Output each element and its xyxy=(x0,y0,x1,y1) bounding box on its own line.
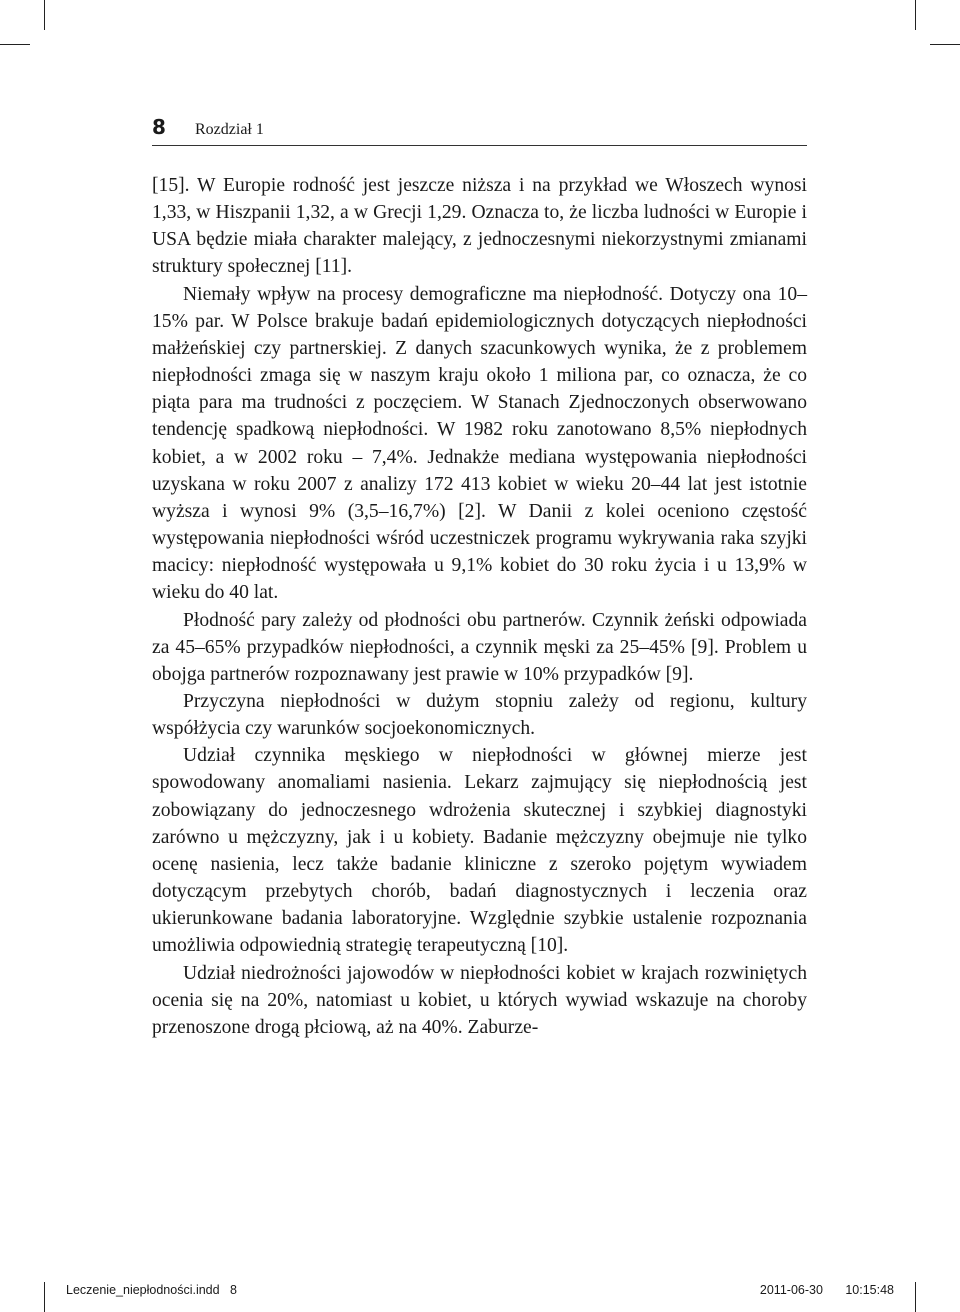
header-rule xyxy=(152,145,807,146)
footer-filename: Leczenie_niepłodności.indd 8 xyxy=(66,1283,237,1297)
page-number: 8 xyxy=(152,115,166,139)
footer-timestamp: 2011-06-30 10:15:48 xyxy=(759,1283,894,1297)
crop-mark-right-top xyxy=(930,44,960,45)
chapter-title: Rozdział 1 xyxy=(195,121,264,138)
crop-mark-top-left xyxy=(44,0,45,30)
paragraph: Przyczyna niepłodności w dużym stopniu zależy od regionu, kultury współżycia czy warunków socjoekonomicznych. xyxy=(152,690,807,740)
paragraph: [15]. W Europie rodność jest jeszcze niższa i na przykład we Włoszech wynosi 1,33, w Hiszpanii 1,32, a w Grecji 1,29. Oznacza to, że liczba ludności w Europie i USA będzie miała charakter malejący, z jednoczesnymi niekorzystnymi zmianami struktury społecznej [11]. xyxy=(152,175,807,278)
crop-mark-left-top xyxy=(0,44,30,45)
crop-mark-top-right xyxy=(915,0,916,30)
body-text xyxy=(152,172,807,1041)
crop-mark-bottom-right xyxy=(915,1282,916,1312)
paragraph: Udział czynnika męskiego w niepłodności w głównej mierze jest spowodowany anomaliami nasienia. Lekarz zajmujący się niepłodnością jest zobowiązany do jednoczesnego wdrożenia skutecznej i szybkiej diagnostyki zarówno u mężczyzny, jak i u kobiety. Badanie mężczyzny obejmuje nie tylko ocenę nasienia, lecz także badanie kliniczne z szeroko pojętym wywiadem dotyczącym przebytych chorób, badań diagnostycznych i leczenia oraz ukierunkowane badania laboratoryjne. Względnie szybkie ustalenie rozpoznania umożliwia odpowiednią strategię terapeutyczną [10]. xyxy=(152,745,807,957)
paragraph: Płodność pary zależy od płodności obu partnerów. Czynnik żeński odpowiada za 45–65% przypadków niepłodności, a czynnik męski za 25–45% [9]. Problem u obojga partnerów rozpoznawany jest prawie w 10% przypadków [9]. xyxy=(152,609,807,685)
paragraph: Niemały wpływ na procesy demograficzne ma niepłodność. Dotyczy ona 10–15% par. W Polsce brakuje badań epidemiologicznych dotyczących niepłodności małżeńskiej czy partnerskiej. Z danych szacunkowych wynika, że z problemem niepłodności zmaga się w naszym kraju około 1 miliona par, co oznacza, że co piąta para ma trudności z poczęciem. W Stanach Zjednoczonych obserwowano tendencję spadkową niepłodności. W 1982 roku zanotowano 8,5% niepłodnych kobiet, a w 2002 roku – 7,4%. Jednakże mediana występowania niepłodności uzyskana w roku 2007 z analizy 172 413 kobiet w wieku 20–44 lat jest istotnie wyższa i wynosi 9% (3,5–16,7%) [2]. W Danii z kolei oceniono częstość występowania niepłodności wśród uczestniczek programu wykrywania raka szyjki macicy: niepłodność występowała u 9,1% kobiet do 30 roku życia i u 13,9% w wieku do 40 lat. xyxy=(152,283,807,604)
page-header xyxy=(152,114,807,146)
crop-mark-bottom-left xyxy=(44,1282,45,1312)
paragraph: Udział niedrożności jajowodów w niepłodności kobiet w krajach rozwiniętych ocenia się na 20%, natomiast u kobiet, u których wywiad wskazuje na choroby przenoszone drogą płciową, aż na 40%. Zaburze- xyxy=(152,962,807,1038)
